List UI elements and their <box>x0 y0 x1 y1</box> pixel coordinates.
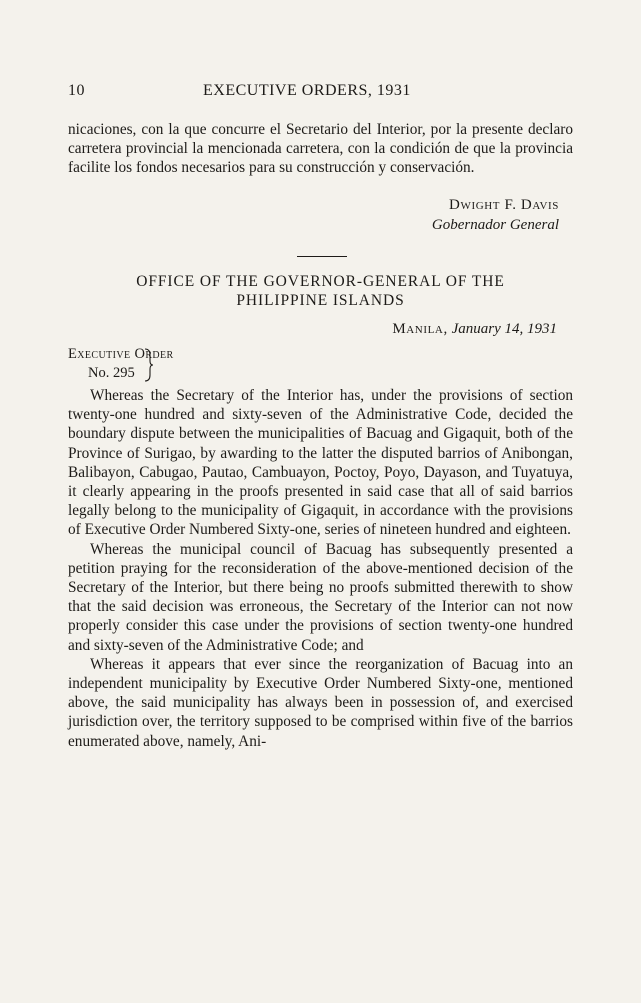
signature-name: Dwight F. Davis <box>449 197 559 213</box>
executive-order-label <box>68 345 174 383</box>
running-title: EXECUTIVE ORDERS, 1931 <box>203 82 411 99</box>
page-number: 10 <box>68 82 85 99</box>
office-heading <box>68 272 573 310</box>
office-heading-line-1: OFFICE OF THE GOVERNOR-GENERAL OF THE <box>136 273 505 290</box>
dateline <box>392 321 557 338</box>
office-heading-line-2: PHILIPPINE ISLANDS <box>236 292 405 309</box>
order-body <box>68 386 573 751</box>
whereas-paragraph-1: Whereas the Secretary of the Interior has, under the provisions of section twenty-one hundred and sixty-seven of the Administrative Code, decided the boundary dispute between the municipalities of Bacuag and Gigaquit, both of the Province of Surigao, by awarding to the latter the disputed barrios of Anibongan, Balibayon, Cabugao, Pautao, Cambuayon, Poctoy, Poyo, Dayason, and Tuyatuya, it clearly appearing in the proofs presented in said case that all of said barrios legally belong to the municipality of Gigaquit, in accordance with the provisions of Executive Order Numbered Sixty-one, series of nineteen hundred and eighteen. <box>68 387 573 539</box>
whereas-paragraph-3: Whereas it appears that ever since the reorganization of Bacuag into an independent municipality by Executive Order Numbered Sixty-one, mentioned above, the said municipality has always been in possession of, and exercised jurisdiction over, the territory supposed to be comprised within five of the barrios enumerated above, namely, Ani- <box>68 655 573 750</box>
page-header <box>68 82 578 104</box>
paragraph-text: nicaciones, con la que concurre el Secretario del Interior, por la presente declaro carretera provincial la mencionada carretera, con la condición de que la provincia facilite los fondos necesarios para su construcción y conservación. <box>68 121 573 177</box>
signature-title: Gobernador General <box>431 217 559 233</box>
section-divider <box>297 256 347 257</box>
whereas-paragraph-2: Whereas the municipal council of Bacuag has subsequently presented a petition praying for the reconsideration of the above-mentioned decision of the Secretary of the Interior, but there being no proofs submitted therewith to show that the said decision was erroneous, the Secretary of the Interior can not now properly consider this case under the provisions of section twenty-one hundred and sixty-seven of the Administrative Code; and <box>68 540 573 654</box>
continuation-paragraph <box>68 120 573 178</box>
dateline-city: Manila, <box>392 321 448 337</box>
executive-order-number: No. 295 <box>88 365 135 381</box>
dateline-date: January 14, 1931 <box>451 321 557 337</box>
executive-order-title: Executive Order <box>68 346 174 362</box>
brace-icon <box>144 348 154 382</box>
